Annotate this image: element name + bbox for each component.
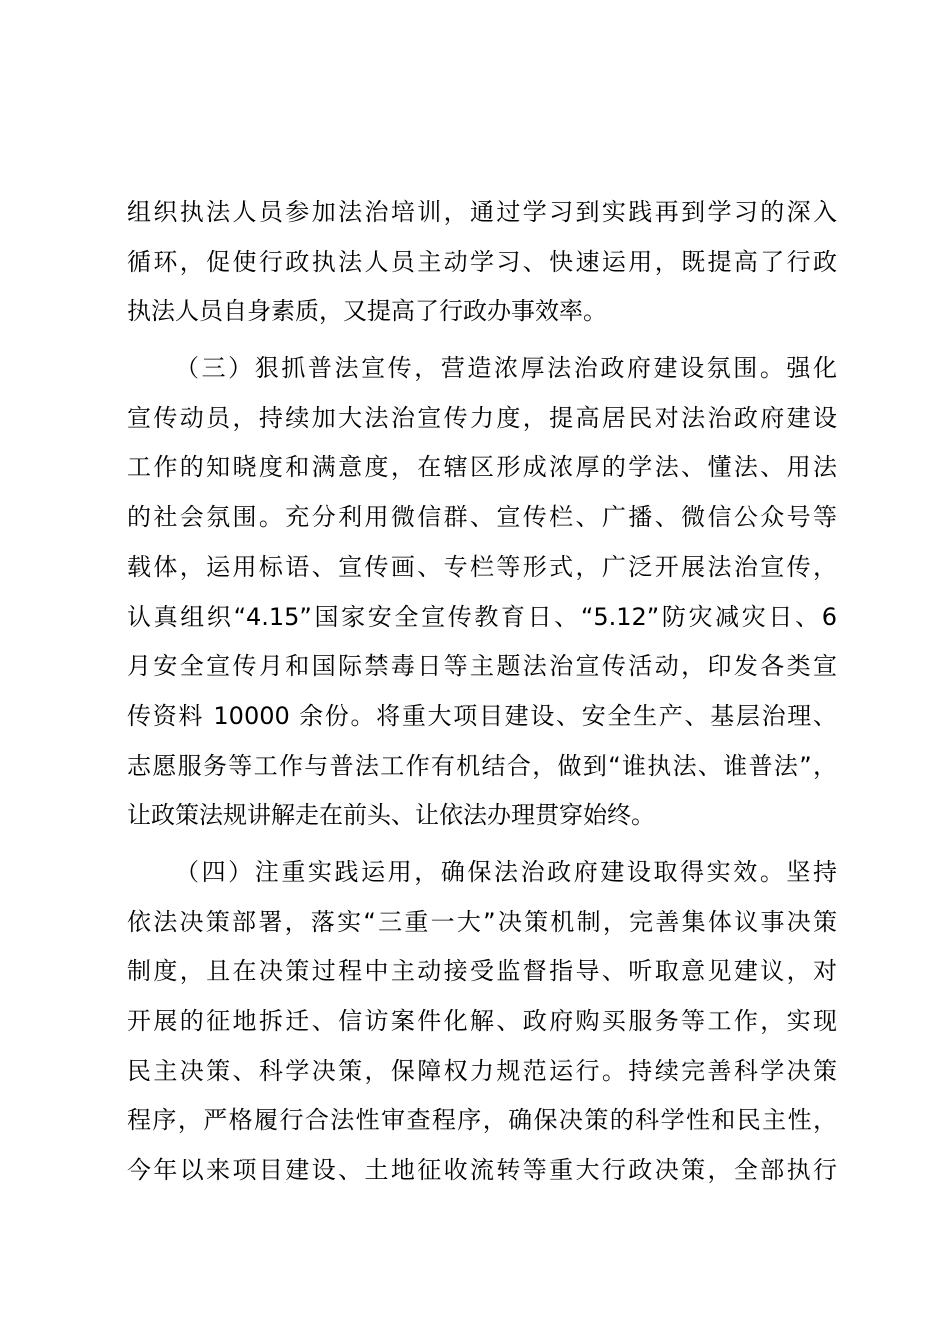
document-body [127,188,837,1196]
paragraph-practice [127,848,837,1196]
text-line: 制度，且在决策过程中主动接受监督指导、听取意见建议，对 [127,957,837,986]
text-line: 依法决策部署，落实“三重一大”决策机制，完善集体议事决策 [127,907,837,936]
text-line: 循环，促使行政执法人员主动学习、快速运用，既提高了行政 [127,247,837,276]
text-line: 传资料 10000 余份。将重大项目建设、安全生产、基层治理、 [127,701,837,730]
paragraph-gap [127,841,837,848]
text-line: 让政策法规讲解走在前头、让依法办理贯穿始终。 [127,801,655,830]
text-line: 宣传动员，持续加大法治宣传力度，提高居民对法治政府建设 [127,403,837,432]
text-line: （四）注重实践运用，确保法治政府建设取得实效。坚持 [175,857,837,886]
paragraph-legal-publicity [127,344,837,841]
text-line: 认真组织“4.15”国家安全宣传教育日、“5.12”防灾减灾日、6 [127,602,837,631]
paragraph-training [127,188,837,337]
text-line: （三）狠抓普法宣传，营造浓厚法治政府建设氛围。强化 [175,354,837,383]
text-line: 的社会氛围。充分利用微信群、宣传栏、广播、微信公众号等 [127,503,837,532]
text-line: 开展的征地拆迁、信访案件化解、政府购买服务等工作，实现 [127,1007,837,1035]
text-line: 月安全宣传月和国际禁毒日等主题法治宣传活动，印发各类宣 [127,652,837,681]
text-line: 执法人员自身素质，又提高了行政办事效率。 [127,297,607,326]
text-line: 组织执法人员参加法治培训，通过学习到实践再到学习的深入 [127,198,837,226]
text-line: 程序，严格履行合法性审查程序，确保决策的科学性和民主性， [127,1106,837,1135]
text-line: 工作的知晓度和满意度，在辖区形成浓厚的学法、懂法、用法 [127,453,837,482]
text-line: 载体，运用标语、宣传画、专栏等形式，广泛开展法治宣传， [127,552,837,581]
text-line: 今年以来项目建设、土地征收流转等重大行政决策，全部执行 [127,1156,837,1185]
text-line: 民主决策、科学决策，保障权力规范运行。持续完善科学决策 [127,1056,837,1085]
text-line: 志愿服务等工作与普法工作有机结合，做到“谁执法、谁普法”， [127,751,837,780]
paragraph-gap [127,337,837,344]
